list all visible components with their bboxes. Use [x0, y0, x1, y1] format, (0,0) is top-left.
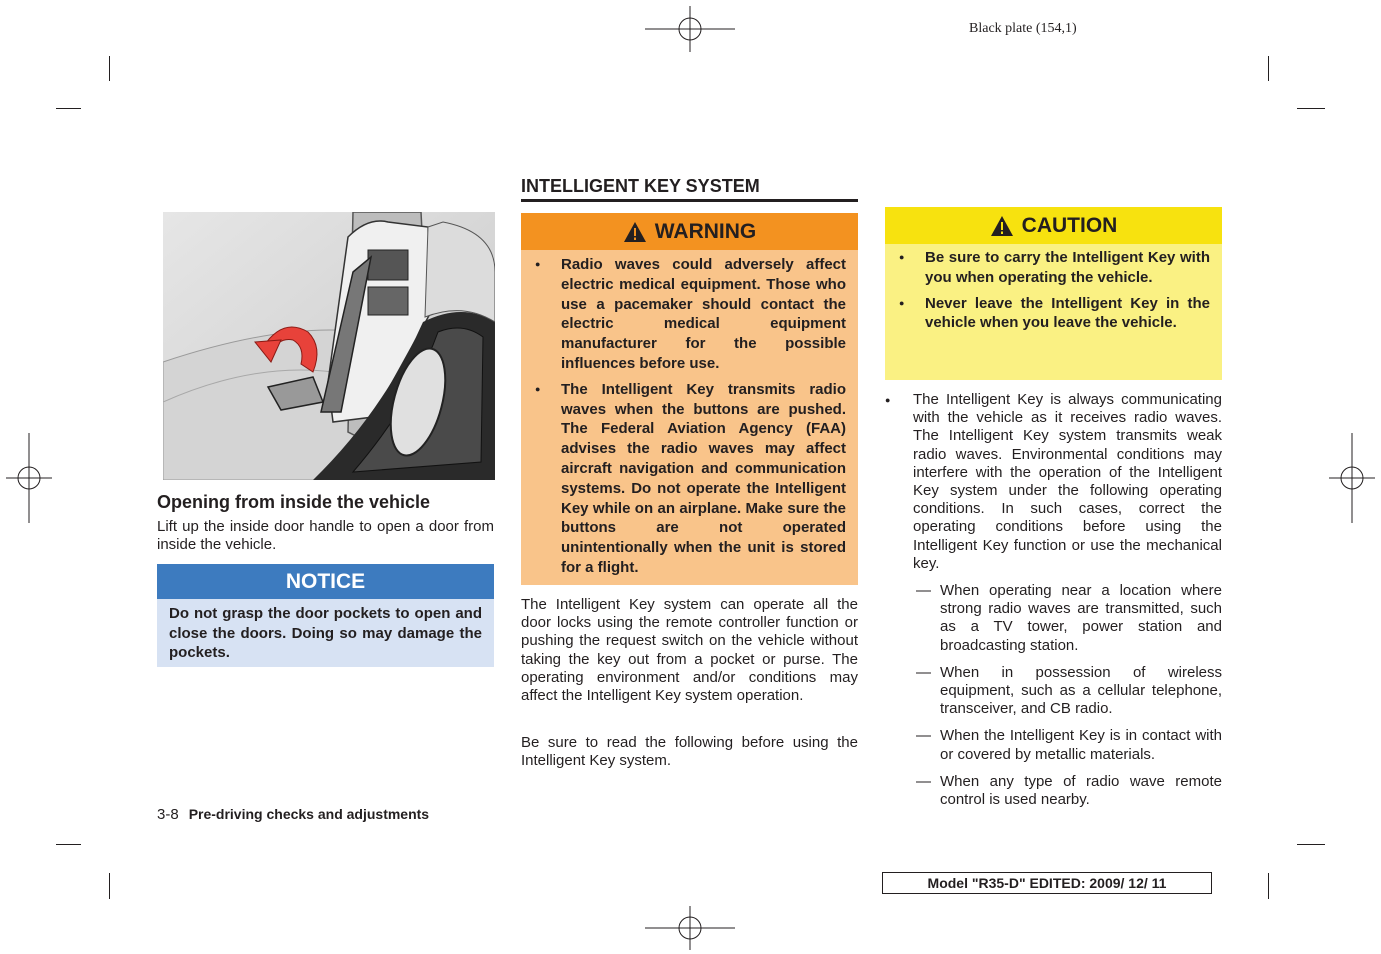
opening-body-text: Lift up the inside door handle to open a door from inside the vehicle. [157, 518, 494, 554]
registration-crosshair-icon [645, 906, 735, 950]
warning-title: WARNING [654, 219, 757, 243]
warning-triangle-icon [623, 221, 647, 243]
warning-triangle-icon [990, 215, 1014, 237]
notice-header: NOTICE [157, 564, 494, 599]
caution-item: ● Never leave the Intelligent Key in the vehicle when you leave the vehicle. [897, 294, 1210, 334]
plate-label: Black plate (154,1) [969, 21, 1077, 36]
condition-text: When the Intelligent Key is in contact with or covered by metallic materials. [940, 727, 1222, 763]
warning-header [521, 213, 858, 250]
warning-item: ● Radio waves could adversely affect electric medical equipment. Those who use a pacemaker should contact the electric medical equipment manufacturer for the possible influences before use. [533, 255, 846, 374]
condition-item [885, 664, 1222, 719]
condition-text: When any type of radio wave remote control is used nearby. [940, 772, 1222, 809]
dash-symbol: — [916, 727, 931, 745]
condition-item [885, 773, 1222, 809]
notice-text: Do not grasp the door pockets to open and close the doors. Doing so may damage the pockets. [157, 599, 494, 667]
opening-subheading: Opening from inside the vehicle [157, 492, 431, 512]
communication-section [885, 391, 1222, 809]
registration-crosshair-icon [645, 6, 735, 52]
page-footer [157, 806, 429, 823]
condition-item [885, 582, 1222, 655]
registration-crosshair-icon [6, 433, 52, 523]
caution-body [885, 244, 1222, 380]
communication-bullet: ● The Intelligent Key is always communicating with the vehicle as it receives radio waves. The Intelligent Key system transmits weak radio waves. Environmental conditions may interfere with the operation of the Intelligent Key system under the following operating conditions. In such cases, correct the operating conditions before using the Intelligent Key function or use the mechanical key. [885, 391, 1222, 573]
condition-item [885, 727, 1222, 763]
model-stamp: Model "R35-D" EDITED: 2009/ 12/ 11 [882, 872, 1212, 894]
dash-symbol: — [916, 663, 931, 681]
condition-text: When in possession of wireless equipment, such as a cellular telephone, transceiver, and CB radio. [940, 663, 1222, 718]
chapter-title: Pre-driving checks and adjustments [188, 806, 430, 822]
registration-crosshair-icon [1329, 433, 1375, 523]
page-number: 3-8 [157, 806, 179, 823]
dash-symbol: — [916, 772, 931, 790]
condition-text: When operating near a location where strong radio waves are transmitted, such as a TV tower, power station and broadcasting station. [940, 582, 1222, 654]
read-before-paragraph: Be sure to read the following before using the Intelligent Key system. [521, 734, 858, 770]
intro-paragraph: The Intelligent Key system can operate all the door locks using the remote controller function or pushing the request switch on the vehicle without taking the key out from a pocket or purse. The operating environment and/or conditions may affect the Intelligent Key system operation. [521, 596, 858, 705]
warning-item: ● The Intelligent Key transmits radio waves when the buttons are pushed. The Federal Aviation Agency (FAA) advises the radio waves may affect aircraft navigation and communication systems. Do not operate the Intelligent Key while on an airplane. Make sure the buttons are not operated unintentionally when the unit is stored for a flight. [533, 380, 846, 578]
caution-header [885, 207, 1222, 244]
caution-title: CAUTION [1021, 213, 1118, 237]
caution-item: ● Be sure to carry the Intelligent Key with you when operating the vehicle. [897, 248, 1210, 288]
warning-body [521, 250, 858, 585]
section-title: INTELLIGENT KEY SYSTEM [521, 176, 858, 202]
dash-symbol: — [916, 582, 931, 600]
door-handle-illustration [163, 212, 495, 480]
